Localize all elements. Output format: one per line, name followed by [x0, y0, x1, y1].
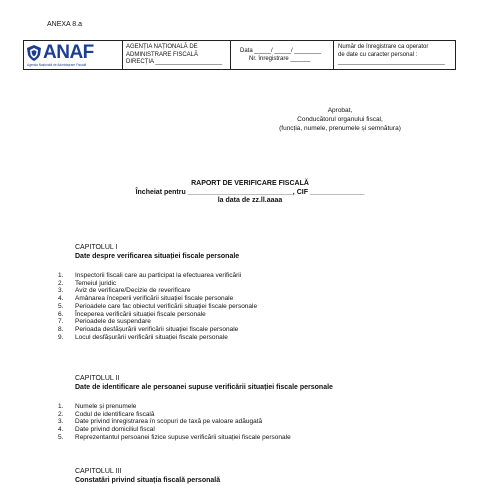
approval-line: (funcția, numele, prenumele și semnătura) [240, 124, 440, 133]
report-date: la data de zz.ll.aaaa [100, 197, 400, 206]
chapter-name: Date despre verificarea situației fiscale personale [75, 253, 239, 262]
list-item [58, 272, 257, 280]
item-text: Locul desfășurării verificării situației fiscale personale [75, 334, 228, 342]
logo-subtitle: Agenția Națională de Administrare Fiscală [27, 63, 119, 67]
logo-cell [24, 41, 123, 69]
list-item [58, 403, 291, 411]
item-text: Reprezentantul persoanei fizice supuse verificării situației fiscale personale [75, 434, 291, 442]
chapter-3-heading [75, 468, 220, 485]
item-text: Aviz de verificare/Decizie de reverificare [75, 287, 190, 295]
chapter-2-list [58, 403, 291, 442]
directorate-line: DIRECȚIA ____________________ [126, 59, 227, 67]
list-item [58, 318, 257, 326]
list-item [58, 295, 257, 303]
item-text: Date privind domiciliul fiscal [75, 426, 155, 434]
approval-line: Conducătorul organului fiscal, [240, 115, 440, 124]
report-title: RAPORT DE VERIFICARE FISCALĂ [100, 180, 400, 189]
item-number: 8. [58, 326, 75, 334]
item-text: Inspectorii fiscali care au participat la efectuarea verificării [75, 272, 241, 280]
agency-cell [123, 41, 231, 69]
item-text: Amânarea începerii verificării situației fiscale personale [75, 295, 233, 303]
shield-icon [27, 45, 41, 61]
operator-line: de date cu caracter personal : [338, 52, 452, 60]
item-number: 1. [58, 272, 75, 280]
operator-line: Număr de înregistrare ca operator [338, 44, 452, 52]
item-number: 2. [58, 411, 75, 419]
list-item [58, 280, 257, 288]
report-title-block [100, 180, 400, 206]
agency-line: ADMINISTRARE FISCALĂ [126, 52, 227, 60]
date-cell [231, 41, 334, 69]
list-item [58, 334, 257, 342]
list-item [58, 311, 257, 319]
list-item [58, 326, 257, 334]
logo-wordmark: ANAF [43, 43, 94, 62]
list-item [58, 426, 291, 434]
item-number: 5. [58, 303, 75, 311]
list-item [58, 287, 257, 295]
document-header [23, 40, 456, 70]
item-number: 6. [58, 311, 75, 319]
annex-label: ANEXA 8.a [47, 21, 82, 28]
item-text: Perioadele de suspendare [75, 318, 151, 326]
chapter-1-list [58, 272, 257, 341]
item-number: 7. [58, 318, 75, 326]
item-text: Date privind înregistrarea în scopuri de taxă pe valoare adăugată [75, 418, 262, 426]
item-text: Codul de identificare fiscală [75, 411, 155, 419]
anaf-logo [27, 43, 119, 62]
item-text: Începerea verificării situației fiscale personale [75, 311, 206, 319]
item-number: 4. [58, 426, 75, 434]
chapter-name: Constatări privind situația fiscală personală [75, 477, 220, 485]
chapter-1-heading [75, 244, 239, 261]
operator-cell [334, 41, 455, 69]
item-number: 3. [58, 418, 75, 426]
item-number: 5. [58, 434, 75, 442]
item-text: Perioada desfășurării verificării situației fiscale personale [75, 326, 238, 334]
agency-line: AGENȚIA NAȚIONALĂ DE [126, 44, 227, 52]
chapter-label: CAPITOLUL II [75, 375, 333, 384]
item-number: 9. [58, 334, 75, 342]
approval-line: Aprobat, [240, 106, 440, 115]
item-number: 2. [58, 280, 75, 288]
list-item [58, 303, 257, 311]
list-item [58, 434, 291, 442]
item-number: 4. [58, 295, 75, 303]
approval-block [240, 106, 440, 133]
list-item [58, 411, 291, 419]
date-field: Data _____/ _____/ ________ [240, 48, 330, 56]
item-number: 1. [58, 403, 75, 411]
chapter-2-heading [75, 375, 333, 392]
list-item [58, 418, 291, 426]
registration-number-field: Nr. înregistrare ______ [240, 56, 330, 64]
chapter-label: CAPITOLUL III [75, 468, 220, 477]
item-text: Numele și prenumele [75, 403, 136, 411]
item-number: 3. [58, 287, 75, 295]
report-concluded-for: Încheiat pentru ___________________________, CIF ______________ [100, 189, 400, 198]
item-text: Perioadele care fac obiectul verificării situației fiscale personale [75, 303, 257, 311]
item-text: Temeiul juridic [75, 280, 116, 288]
chapter-name: Date de identificare ale persoanei supuse verificării situației fiscale personale [75, 384, 333, 393]
operator-blank: ________________________________ [338, 59, 452, 67]
chapter-label: CAPITOLUL I [75, 244, 239, 253]
